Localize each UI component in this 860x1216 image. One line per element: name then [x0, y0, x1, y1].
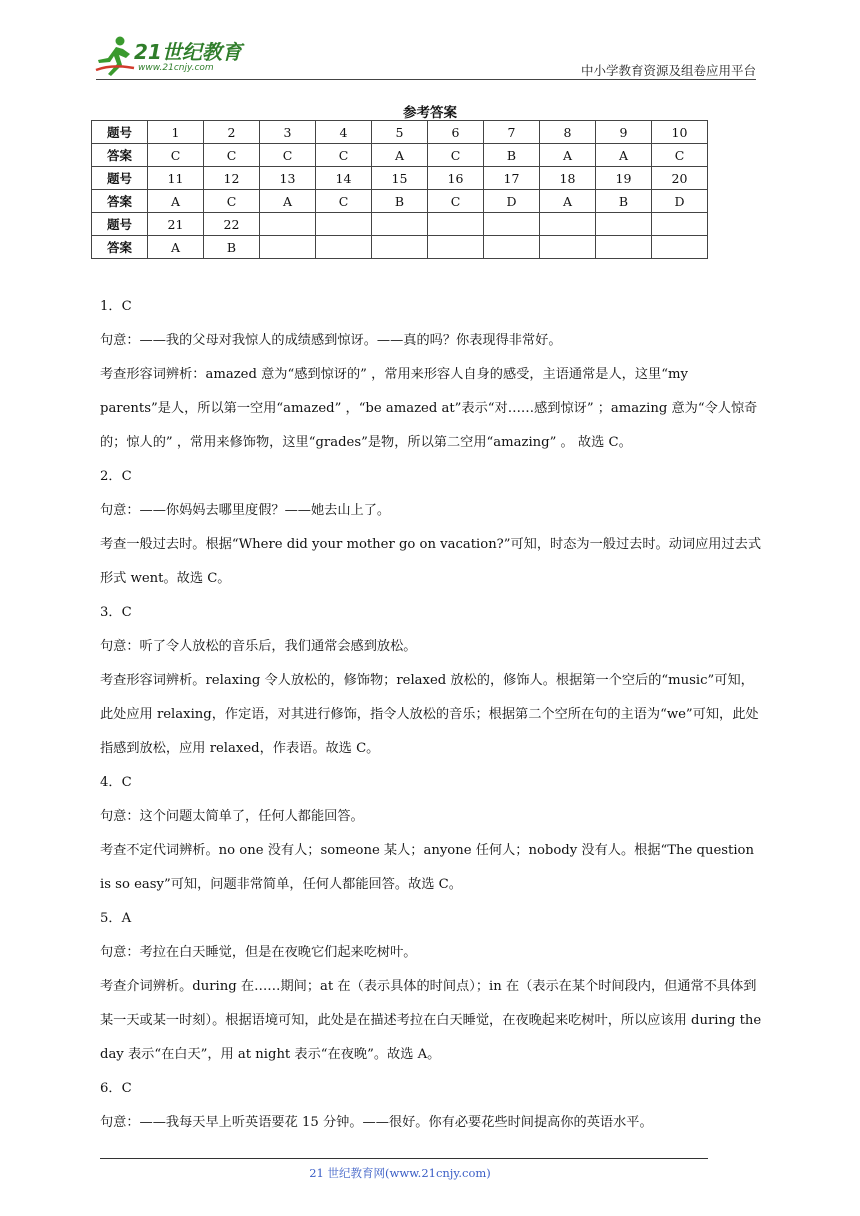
table-cell: A	[596, 144, 652, 167]
translation: 句意：——我的父母对我惊人的成绩感到惊讶。——真的吗？你表现得非常好。	[100, 333, 562, 348]
table-cell: A	[148, 236, 204, 259]
platform-name: 中小学教育资源及组卷应用平台	[580, 63, 756, 78]
table-cell: B	[484, 144, 540, 167]
table-cell	[652, 213, 708, 236]
table-cell: 17	[484, 167, 540, 190]
row-header: 题号	[92, 167, 148, 190]
translation: 句意：——我每天早上听英语要花 15 分钟。——很好。你有必要花些时间提高你的英语水平。	[100, 1115, 653, 1130]
explanation: 考查形容词辨析：amazed 意为“感到惊讶的” ，常用来形容人自身的感受，主语通常是人，这里“my parents”是人，所以第一空用“amazed” ，“be amazed at”表示“对……感到惊讶” ；amazing 意为“令人惊奇的；惊人的” ，常用来修饰物，这里“grades”是物，所以第二空用“amazing” 。 故选 C。	[100, 367, 758, 450]
explanations	[100, 290, 762, 1140]
table-cell: B	[204, 236, 260, 259]
row-header: 题号	[92, 121, 148, 144]
table-cell: 20	[652, 167, 708, 190]
table-cell: D	[652, 190, 708, 213]
table-cell: C	[260, 144, 316, 167]
row-header: 题号	[92, 213, 148, 236]
table-cell: B	[596, 190, 652, 213]
explanation: 考查形容词辨析。relaxing 令人放松的，修饰物；relaxed 放松的，修饰人。根据第一个空后的“music”可知，此处应用 relaxing，作定语，对其进行修饰，指令人放松的音乐；根据第二个空所在句的主语为“we”可知，此处指感到放松，应用 relaxed，作表语。故选 C。	[100, 673, 759, 756]
table-cell	[484, 236, 540, 259]
table-cell: 7	[484, 121, 540, 144]
table-cell: 11	[148, 167, 204, 190]
runner-logo-icon	[94, 34, 136, 78]
table-cell	[316, 236, 372, 259]
explanation: 考查介词辨析。during 在……期间；at 在（表示具体的时间点）；in 在（表示在某个时间段内，但通常不具体到某一天或某一时刻）。根据语境可知，此处是在描述考拉在白天睡觉，在夜晚起来吃树叶，所以应该用 during the day 表示“在白天”，用 at night 表示“在夜晚”。故选 A。	[100, 979, 762, 1062]
table-cell: C	[316, 144, 372, 167]
table-cell	[260, 213, 316, 236]
table-cell: C	[428, 144, 484, 167]
page-header	[0, 0, 860, 90]
table-cell	[372, 213, 428, 236]
translation: 句意：这个问题太简单了，任何人都能回答。	[100, 809, 364, 824]
table-cell: 2	[204, 121, 260, 144]
table-cell: C	[204, 144, 260, 167]
table-cell: A	[372, 144, 428, 167]
table-cell: 12	[204, 167, 260, 190]
table-row	[92, 213, 708, 236]
table-cell: 18	[540, 167, 596, 190]
table-cell: 13	[260, 167, 316, 190]
table-cell: 5	[372, 121, 428, 144]
table-row	[92, 121, 708, 144]
table-cell: 22	[204, 213, 260, 236]
table-cell: A	[540, 190, 596, 213]
table-row	[92, 167, 708, 190]
table-cell	[596, 236, 652, 259]
table-cell: A	[260, 190, 316, 213]
explanation: 考查一般过去时。根据“Where did your mother go on vacation?”可知，时态为一般过去时。动词应用过去式形式 went。故选 C。	[100, 537, 762, 586]
explanation: 考查不定代词辨析。no one 没有人；someone 某人；anyone 任何人；nobody 没有人。根据“The question is so easy”可知，问题非常简单，任何人都能回答。故选 C。	[100, 843, 754, 892]
footer-link[interactable]: 21 世纪教育网(www.21cnjy.com)	[309, 1166, 491, 1180]
answer-number: 5．A	[100, 911, 132, 926]
logo-url: www.21cnjy.com	[138, 63, 214, 73]
translation: 句意：听了令人放松的音乐后，我们通常会感到放松。	[100, 639, 417, 654]
table-cell: 3	[260, 121, 316, 144]
table-cell	[540, 213, 596, 236]
table-cell	[596, 213, 652, 236]
table-cell: A	[540, 144, 596, 167]
table-cell: 8	[540, 121, 596, 144]
table-cell	[260, 236, 316, 259]
translation: 句意：考拉在白天睡觉，但是在夜晚它们起来吃树叶。	[100, 945, 417, 960]
row-header: 答案	[92, 236, 148, 259]
table-cell: 1	[148, 121, 204, 144]
table-cell: 9	[596, 121, 652, 144]
answer-number: 6．C	[100, 1081, 132, 1096]
table-cell: 4	[316, 121, 372, 144]
site-logo[interactable]	[94, 34, 264, 78]
answer-number: 2．C	[100, 469, 132, 484]
table-cell: C	[428, 190, 484, 213]
table-cell: B	[372, 190, 428, 213]
translation: 句意：——你妈妈去哪里度假？——她去山上了。	[100, 503, 391, 518]
table-cell	[428, 213, 484, 236]
table-cell: 10	[652, 121, 708, 144]
table-cell	[540, 236, 596, 259]
table-cell: 19	[596, 167, 652, 190]
table-cell: C	[148, 144, 204, 167]
table-cell	[484, 213, 540, 236]
table-cell	[428, 236, 484, 259]
table-cell	[652, 236, 708, 259]
answer-number: 4．C	[100, 775, 132, 790]
table-cell: 21	[148, 213, 204, 236]
row-header: 答案	[92, 190, 148, 213]
table-row	[92, 236, 708, 259]
table-cell: 6	[428, 121, 484, 144]
answer-title: 参考答案	[403, 105, 457, 121]
answer-table	[91, 120, 708, 259]
table-cell: 15	[372, 167, 428, 190]
logo-text: 21世纪教育	[134, 40, 242, 64]
table-cell: C	[316, 190, 372, 213]
table-cell: C	[652, 144, 708, 167]
table-cell	[372, 236, 428, 259]
answer-number: 3．C	[100, 605, 132, 620]
table-cell: A	[148, 190, 204, 213]
table-cell: C	[204, 190, 260, 213]
footer-divider	[100, 1158, 708, 1159]
answer-number: 1．C	[100, 299, 132, 314]
table-cell: 16	[428, 167, 484, 190]
table-row	[92, 144, 708, 167]
row-header: 答案	[92, 144, 148, 167]
table-cell: D	[484, 190, 540, 213]
table-cell	[316, 213, 372, 236]
table-row	[92, 190, 708, 213]
header-divider	[96, 79, 756, 80]
table-cell: 14	[316, 167, 372, 190]
